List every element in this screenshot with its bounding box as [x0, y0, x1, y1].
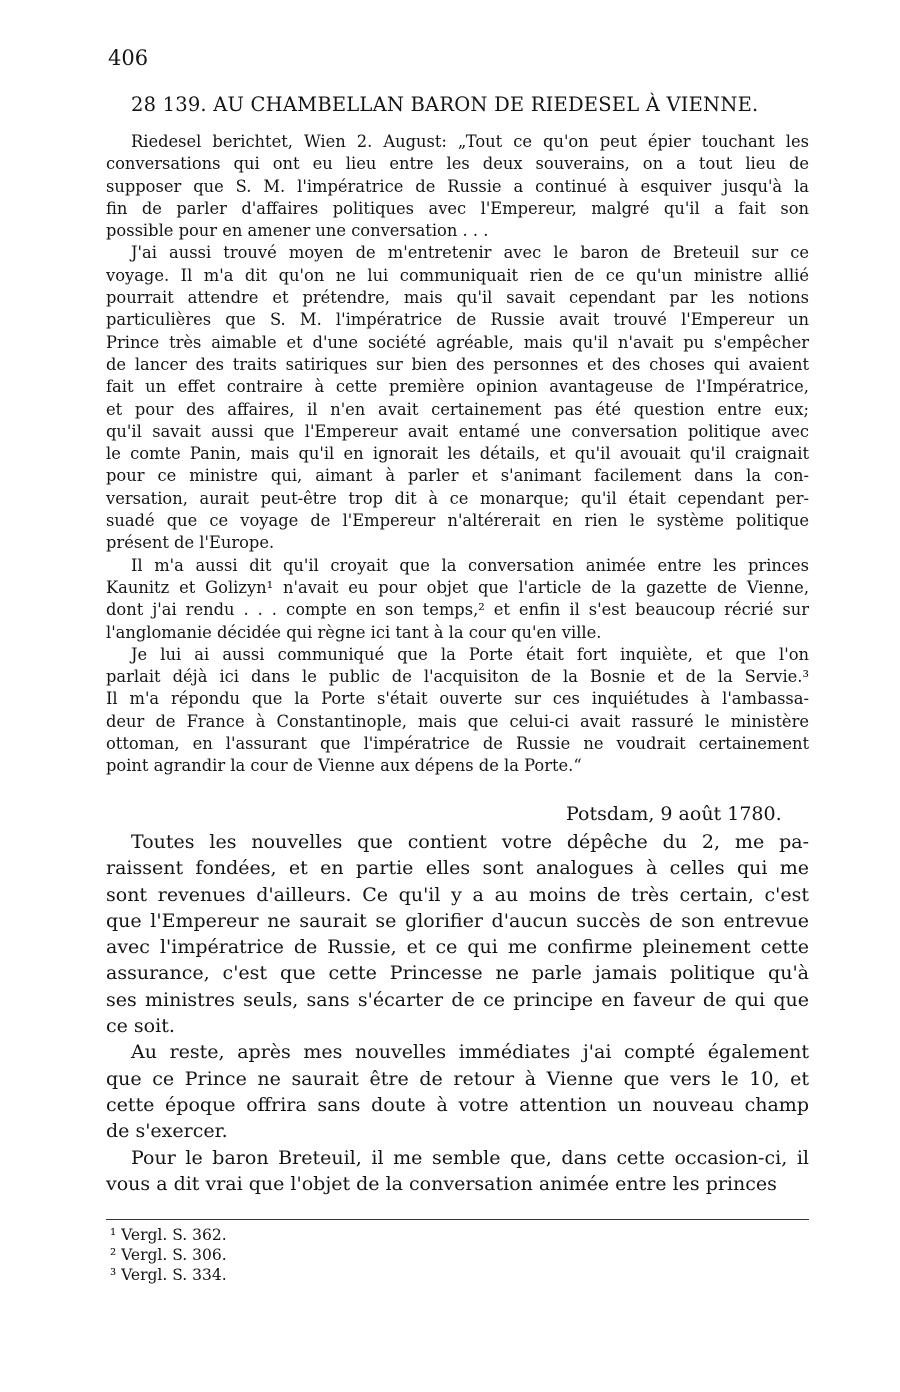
text-line: Pour le baron Breteuil, il me semble que, dans cette occasion-ci, il: [131, 1146, 809, 1169]
footnote: ² Vergl. S. 306.: [110, 1246, 227, 1264]
text-line: Au reste, après mes nouvelles immédiates j'ai compté également: [131, 1041, 809, 1064]
text-line: ce soit.: [106, 1015, 175, 1038]
letter-paragraph: [106, 1039, 809, 1144]
text-line: de lancer des traits satiriques sur bien des personnes et des choses qui avaient: [106, 354, 809, 374]
text-line: avec l'impératrice de Russie, et ce qui me confirme pleinement cette: [106, 936, 809, 959]
text-line: ottoman, en l'assurant que l'impératrice de Russie ne voudrait certainement: [106, 734, 809, 754]
letter-body: [106, 829, 809, 1197]
text-line: sont revenues d'ailleurs. Ce qu'il y a au moins de très certain, c'est: [106, 883, 809, 906]
text-line: présent de l'Europe.: [106, 533, 275, 553]
place-date-line: Potsdam, 9 août 1780.: [566, 803, 782, 825]
text-line: J'ai aussi trouvé moyen de m'entretenir avec le baron de Breteuil sur ce: [131, 243, 809, 263]
text-line: fait un effet contraire à cette première opinion avantageuse de l'Impératrice,: [106, 377, 809, 397]
text-line: possible pour en amener une conversation . . .: [106, 221, 489, 241]
text-line: qu'il savait aussi que l'Empereur avait entamé une conversation politique avec: [106, 421, 809, 441]
text-line: Il m'a répondu que la Porte s'était ouverte sur ces inquiétudes à l'ambassa-: [106, 689, 809, 709]
text-line: Je lui ai aussi communiqué que la Porte était fort inquiète, et que l'on: [131, 644, 809, 664]
text-line: l'anglomanie décidée qui règne ici tant à la cour qu'en ville.: [106, 622, 602, 642]
text-line: ses ministres seuls, sans s'écarter de ce principe en faveur de qui que: [106, 988, 809, 1011]
page-number: 406: [108, 46, 149, 70]
footnotes: [110, 1225, 227, 1285]
text-line: versation, aurait peut-être trop dit à ce monarque; qu'il était cependant per-: [106, 488, 809, 508]
text-line: Prince très aimable et d'une société agréable, mais qu'il n'avait pu s'empêcher: [106, 332, 809, 352]
report-paragraph: [106, 242, 809, 554]
footnote-divider: [106, 1219, 809, 1220]
text-line: le comte Panin, mais qu'il en ignorait les détails, et qu'il avouait qu'il craignait: [106, 444, 809, 464]
text-line: parlait déjà ici dans le public de l'acquisiton de la Bosnie et de la Servie.³: [106, 667, 809, 687]
text-line: que ce Prince ne saurait être de retour à Vienne que vers le 10, et: [106, 1067, 809, 1090]
text-line: particulières que S. M. l'impératrice de Russie avait trouvé l'Empereur un: [106, 310, 809, 330]
letter-heading: 28 139. AU CHAMBELLAN BARON DE RIEDESEL À VIENNE.: [131, 93, 759, 116]
report-paragraph: [106, 131, 809, 242]
text-line: Toutes les nouvelles que contient votre dépêche du 2, me pa-: [131, 831, 809, 853]
report-excerpt: [106, 131, 809, 778]
text-line: que l'Empereur ne saurait se glorifier d'aucun succès de son entrevue: [106, 909, 809, 932]
text-line: fin de parler d'affaires politiques avec l'Empereur, malgré qu'il a fait son: [106, 198, 809, 218]
text-line: Il m'a aussi dit qu'il croyait que la conversation animée entre les princes: [131, 555, 809, 575]
report-paragraph: [106, 644, 809, 778]
report-paragraph: [106, 555, 809, 644]
text-line: vous a dit vrai que l'objet de la conversation animée entre les princes: [106, 1172, 777, 1195]
letter-paragraph: [106, 1145, 809, 1198]
footnote: ¹ Vergl. S. 362.: [110, 1226, 227, 1244]
text-line: raissent fondées, et en partie elles sont analogues à celles qui me: [106, 857, 809, 880]
text-line: Kaunitz et Golizyn¹ n'avait eu pour objet que l'article de la gazette de Vienne,: [106, 577, 809, 597]
text-line: supposer que S. M. l'impératrice de Russie a continué à esquiver jusqu'à la: [106, 176, 809, 196]
text-line: point agrandir la cour de Vienne aux dépens de la Porte.“: [106, 756, 582, 776]
letter-paragraph: [106, 829, 809, 1039]
text-line: dont j'ai rendu . . . compte en son temps,² et enfin il s'est beaucoup récrié sur: [106, 600, 809, 620]
text-line: cette époque offrira sans doute à votre attention un nouveau champ: [106, 1093, 809, 1116]
text-line: deur de France à Constantinople, mais que celui-ci avait rassuré le ministère: [106, 711, 809, 731]
text-line: pourrait attendre et prétendre, mais qu'il savait cependant par les notions: [106, 288, 809, 308]
text-line: voyage. Il m'a dit qu'on ne lui communiquait rien de ce qu'un ministre allié: [106, 265, 809, 285]
text-line: de s'exercer.: [106, 1120, 228, 1143]
text-line: et pour des affaires, il n'en avait certainement pas été question entre eux;: [106, 399, 809, 419]
text-line: conversations qui ont eu lieu entre les deux souverains, on a tout lieu de: [106, 154, 809, 174]
text-line: assurance, c'est que cette Princesse ne parle jamais politique qu'à: [106, 962, 809, 985]
text-line: suadé que ce voyage de l'Empereur n'altérerait en rien le système politique: [106, 511, 809, 531]
text-line: Riedesel berichtet, Wien 2. August: „Tout ce qu'on peut épier touchant les: [131, 132, 809, 151]
footnote: ³ Vergl. S. 334.: [110, 1266, 227, 1284]
text-line: pour ce ministre qui, aimant à parler et s'animant facilement dans la con-: [106, 466, 809, 486]
